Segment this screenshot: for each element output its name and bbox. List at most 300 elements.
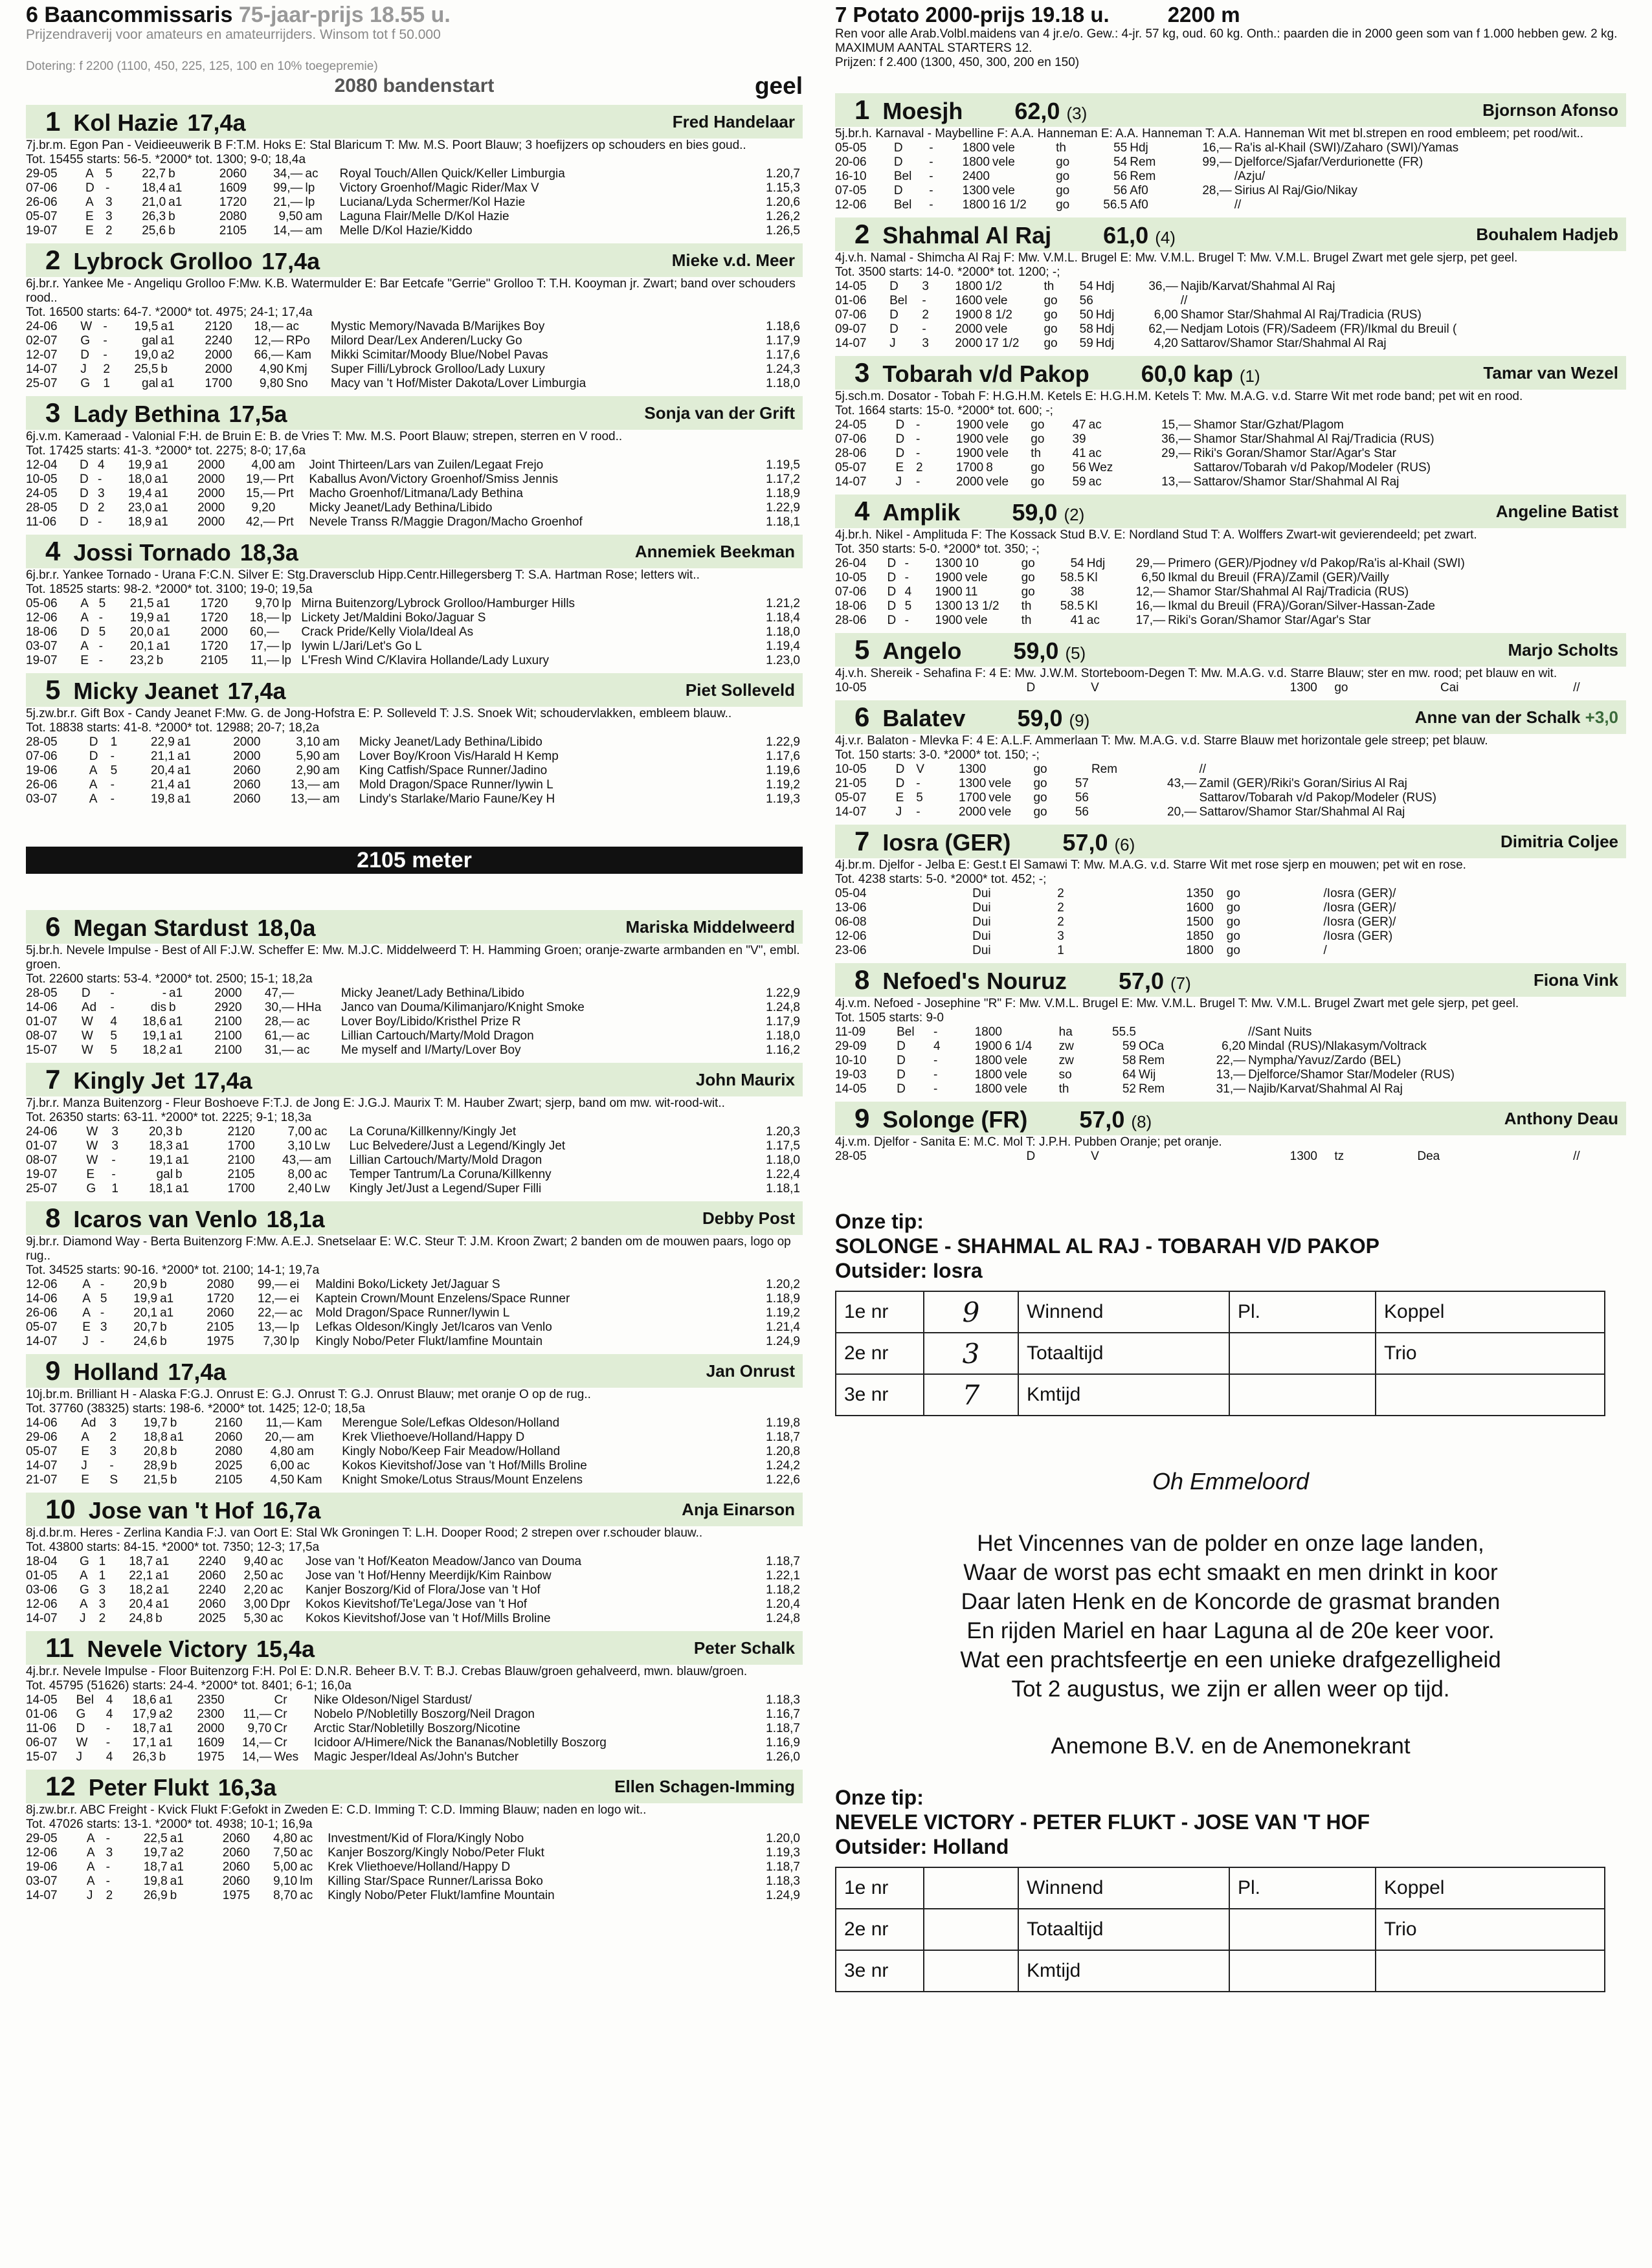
race-history-row [26,1736,803,1750]
race-history-cell: lp [289,1320,300,1334]
race-history-cell: vele [992,155,1015,169]
horse-record: 17,4a [168,1359,227,1385]
poem-line: Wat een prachtsfeertje en een unieke drafgezelligheid [960,1647,1501,1673]
race-history-cell: 55 [1113,141,1128,155]
race-history [26,1125,803,1196]
race-history-cell: 5 [916,791,923,805]
race-history-cell: Kingly Nobo/Peter Flukt/Iamfine Mountain [328,1889,555,1902]
horse-weight: 57,0 [1118,968,1165,994]
race-history-cell: 16-10 [835,170,867,183]
race-history-cell: 1.22,9 [766,501,800,515]
race-history-cell: 1 [1057,944,1064,957]
race-history-cell: 9,10 [273,1874,298,1888]
jockey-name: Mariska Middelweerd [625,917,795,937]
race-history-cell: S [109,1473,118,1487]
race-history-cell: 19,1 [142,1029,167,1043]
race-history-row [835,944,1626,958]
race-history-cell: /Iosra (GER)/ [1323,887,1396,900]
race-history-cell: 18,8 [143,1430,168,1444]
horse-totals: Tot. 18525 starts: 98-2. *2000* tot. 3100; 19-0; 19,5a [26,583,313,596]
race-history-cell: a1 [177,750,191,763]
race-history-row [26,458,803,472]
race-history-cell: Kingly Jet/Just a Legend/Super Filli [349,1182,542,1195]
horse-totals: Tot. 16500 starts: 64-7. *2000* tot. 4975; 24-1; 17,4a [26,306,313,319]
race-history-cell: 2,50 [243,1569,268,1583]
race-history-cell: a1 [161,320,175,333]
race-history-cell: 2000 [214,986,242,1000]
race-history-cell: go [1226,887,1240,900]
race7-conditions: Ren voor alle Arab.Volbl.maidens van 4 jr.e/o. Gew.: 4-jr. 57 kg, oud. 60 kg. Onth.: paarden die in 2000 geen som van f 1.000 hebben gew. 2 kg. MAXIMUM AANTAL STARTERS 12. [835,27,1618,55]
race-history-cell: 6,00 [1154,308,1178,322]
race-history-cell: G [79,1555,89,1568]
horse-record: 17,4a [262,248,320,274]
race-history-cell: 05-06 [26,597,58,610]
horse-number: 7 [45,1064,61,1095]
race-history-cell: b [159,1750,166,1764]
race-history-cell: - [933,1025,938,1039]
race-history-cell: 20,— [1167,805,1197,819]
race-history-cell: D [80,348,89,362]
race-history-cell: Cr [274,1693,287,1707]
race-history-cell: 59 [1072,475,1086,489]
race-history-row [26,792,803,806]
horse-entry [835,93,1626,212]
race-history [26,1693,803,1764]
race-history-cell [1313,915,1323,929]
horse-totals: Tot. 43800 starts: 84-15. *2000* tot. 7350; 12-3; 17,5a [26,1540,320,1554]
bet-place: 2e nr [836,1333,924,1374]
race-history-cell: 26-06 [26,1306,58,1320]
race-history-cell: Milord Dear/Lex Anderen/Lucky Go [330,334,522,348]
bet-row [836,1291,1605,1333]
race-history-cell: - [106,1736,111,1750]
race-history-cell: 13 1/2 [965,599,999,613]
race-history-cell: 2300 [197,1707,225,1721]
race-history-cell: V [1091,681,1099,695]
horse-record: 17,4a [227,678,286,704]
race-history-cell: - [916,418,921,432]
race-history-cell [992,170,1056,184]
race-history-cell: 20,1 [129,639,154,653]
race-history-cell: 56 [1075,791,1089,805]
race-history-cell: 3 [111,1125,118,1139]
race-history-cell: Jose van 't Hof/Henny Meerdijk/Kim Rainbow [306,1569,552,1583]
race-history-cell: W [80,320,93,333]
race-history-cell: D [895,777,905,790]
race-history-cell: 26-06 [26,195,58,209]
race-history-cell: 4,20 [1154,337,1178,350]
race-history-cell: Hdj [1095,322,1115,336]
tip-label: Onze tip: [835,1210,924,1233]
poem-signature: Anemone B.V. en de Anemonekrant [1051,1733,1411,1759]
horse-number: 6 [45,911,61,942]
race-history-cell: 17 1/2 [985,337,1020,350]
race-history-cell: D [893,141,903,155]
race-history-cell: 20,4 [150,764,175,777]
race-history-cell: 28,9 [143,1459,168,1473]
horse-name: Angelo [882,638,962,664]
race-history-cell: Mold Dragon/Space Runner/Iywin L [315,1306,510,1320]
race-history-cell: Kanjer Boszorg/Kid of Flora/Jose van 't Hof [306,1583,541,1597]
race-history-cell: a1 [170,1430,184,1444]
race-history-cell: 3 [106,195,113,209]
race-history-cell: J [82,1335,89,1348]
race-history-cell: 38 [1070,585,1084,599]
race-history-cell: A [82,1292,91,1306]
race-history-cell: a1 [155,1555,170,1568]
race-history-cell [1292,901,1302,915]
race-history-cell: Wes [274,1750,299,1764]
horse-totals: Tot. 18838 starts: 41-8. *2000* tot. 12988; 20-7; 18,2a [26,721,320,735]
horse-name: Jose van 't Hof [88,1497,254,1524]
horse-post: (6) [1114,835,1135,854]
jockey-name: Angeline Batist [1495,501,1618,521]
race-history-row [26,1001,803,1015]
race-history-cell: 1.18,6 [766,320,800,333]
race-history-cell: Macho Groenhof/Litmana/Lady Bethina [309,487,523,500]
race-history-cell: D [897,1040,906,1053]
race-history-cell: A [80,597,89,610]
race-history-cell: 1975 [206,1335,234,1348]
race-history-cell: 14,— [273,224,303,238]
race-history-cell: 6,20 [1222,1040,1246,1053]
race-history-cell: Rem [1138,1054,1165,1067]
horse-pedigree: 6j.br.r. Yankee Me - Angeliqu Grolloo F:Mw. K.B. Watermulder E: Bar Eetcafe "Gerrie" Grolloo T: T.H. Kooyman jr. Zwart; band over schouders rood.. [26,277,796,305]
race-history-cell: 2000 [205,362,232,376]
race-history-cell [1089,432,1137,447]
horse-header [26,535,803,568]
race-history-cell: 3,10 [296,735,320,749]
race-history-cell: 23,0 [128,501,152,515]
race-history-cell: 1.20,2 [766,1278,800,1291]
race-history-cell: Kingly Nobo/Keep Fair Meadow/Holland [342,1445,561,1458]
race-history-cell: 9,70 [255,597,280,610]
race-history-cell: Prt [278,487,294,500]
bet-form-race7 [835,1291,1605,1416]
race-history-cell [1559,1150,1573,1164]
race-history-cell: Riki's Goran/Shamor Star/Agar's Star [1193,447,1397,460]
race-history-row [835,184,1626,198]
race-history-cell: 8 [986,461,993,474]
jockey-name: Debby Post [702,1208,795,1228]
race-history-cell: 12-06 [26,1846,58,1860]
race-history-cell: b [160,1278,167,1291]
race-history-cell [1292,915,1302,929]
race-history-cell: 2,90 [296,764,320,777]
race-history-row [26,181,803,195]
race-history-cell: D [887,585,897,599]
race-history-row [26,472,803,487]
race-history-cell: Ra'is al-Khail (SWI)/Zaharo (SWI)/Yamas [1234,141,1459,155]
race-history-cell: 59 [1079,337,1093,350]
horse-number: 9 [854,1103,870,1133]
race-history-cell: 4 [904,585,912,599]
race-history-cell: 18,7 [129,1555,153,1568]
poem-line: Tot 2 augustus, we zijn er allen weer op tijd. [1011,1676,1450,1702]
race-history-cell: 28-05 [26,501,58,515]
race-history-cell: lp [305,195,315,209]
race-history-cell: 54 [1070,557,1084,570]
race-history-cell: Kaballus Avon/Victory Groenhof/Smiss Jennis [309,472,559,486]
race-history-cell: 15-07 [26,1043,58,1057]
race-history-cell: Wij [1138,1068,1156,1082]
race-history-cell: go [1021,585,1035,599]
race-history-cell: go [1056,155,1070,169]
race-history-cell: - [933,1082,938,1096]
race-history-cell: 2 [109,1430,117,1444]
race6-title [26,3,803,27]
race-history-cell: 1.26,2 [766,210,800,223]
race-history-cell: ac [300,1846,313,1860]
race-history-cell: Af0 [1130,184,1148,197]
race-history-cell: b [170,1473,177,1487]
race-history-cell: am [278,458,295,472]
race-history [26,986,803,1058]
race-history-row [835,155,1626,170]
race-history-cell: 56 [1075,805,1089,819]
race-history-cell: ac [300,1832,313,1845]
race-history-cell: 6 1/4 [1005,1040,1032,1053]
race-history-cell [1313,929,1323,944]
race-history-cell: Mystic Memory/Navada B/Marijkes Boy [330,320,545,333]
race-history-cell: 28,— [1202,184,1232,197]
race-history-cell: Dui [972,929,991,943]
race-history-cell: 9,40 [243,1555,268,1568]
race-history-cell: 11 [965,585,978,599]
race-history-cell: a1 [170,1832,184,1845]
race-history-cell: 2105 [200,654,229,667]
race-history-cell [1091,805,1143,819]
race-history-cell: Hdj [1130,141,1148,155]
race-history-cell: 2120 [227,1125,255,1139]
bet-place: 3e nr [836,1950,924,1992]
race-history-cell: 66,— [254,348,284,362]
race-history-cell: 99,— [273,181,303,195]
race-history-cell: 5 [110,764,118,777]
race-history-row [26,1015,803,1029]
horse-entry [26,535,803,668]
race6-horses-part1 [26,105,803,806]
race-history-cell: 2080 [215,1445,243,1458]
race-history-cell: 18,4 [142,181,166,195]
race-history-row [835,915,1626,929]
race-history-row [835,762,1626,777]
race-history-row [835,585,1626,599]
race-history-cell: so [1058,1068,1072,1082]
race-history-row [26,1335,803,1349]
race-history-cell: 58 [1122,1054,1136,1067]
race-history-cell: 05-04 [835,887,867,900]
race-history-cell: Micky Jeanet/Lady Bethina/Libido [359,735,542,749]
race-history-cell: Bel [889,294,908,307]
race-history-cell: 14-05 [835,1082,867,1096]
race-history-row [26,986,803,1001]
jockey-name: Bjornson Afonso [1482,100,1618,120]
race-history-cell: Cr [274,1707,287,1721]
race-history-cell: a1 [175,1182,190,1195]
race-history-cell: 1.18,4 [766,611,800,625]
horse-entry [835,1102,1626,1164]
horse-pedigree: 8j.d.br.m. Heres - Zerlina Kandia F:J. van Oort E: Stal Wk Groningen T: L.H. Dooper Rood; 2 strepen over r.schouder blauw.. [26,1526,703,1540]
race-history-cell: 1800 [962,198,990,212]
horse-post: (3) [1066,104,1088,123]
race-history-cell: Iywin L/Jari/Let's Go L [301,639,422,653]
race-history-cell: E [81,1473,89,1487]
race-history-cell: Kingly Nobo/Peter Flukt/Iamfine Mountain [315,1335,543,1348]
horse-record: 16,3a [218,1774,276,1801]
race-history-cell: 5 [100,1292,107,1306]
race-history-cell: 10-05 [26,472,58,486]
race-history-cell: Ad [81,1001,97,1014]
race-history-cell: vele [988,791,1012,805]
race-history-cell: 11-09 [835,1025,866,1039]
race-history-cell: Micky Jeanet/Lady Bethina/Libido [309,501,493,515]
race-history-cell: ac [296,1015,310,1028]
race-history-cell: 23,2 [129,654,154,667]
jockey-name: Marjo Scholts [1508,639,1618,660]
race-history-cell: Kam [285,348,311,362]
race-history-cell: ac [270,1555,284,1568]
race-history-cell: 16,— [1135,599,1166,613]
race-history-cell: 14-07 [835,475,867,489]
race-history-row [26,1029,803,1043]
race-history-cell: go [1056,198,1070,212]
race-history-row [835,614,1626,628]
race-history-cell: J [889,337,896,350]
race-history-cell: Icidoor A/Himere/Nick the Bananas/Nobletilly Boszorg [313,1736,607,1750]
race-history-cell: 29,— [1135,557,1166,570]
race-history-cell [1320,681,1334,695]
race-history-cell: 25-07 [26,1182,58,1195]
race-history-cell: Bel [893,198,912,212]
race-history-cell: V [916,762,924,776]
race-history-cell: b [160,1320,167,1334]
race-history-cell: // [1234,198,1242,212]
race-history-cell: 01-05 [26,1569,58,1583]
race-history-cell: Nike Oldeson/Nigel Stardust/ [313,1693,472,1707]
race-history-cell: D [81,986,91,1000]
race-history-row [835,1040,1626,1054]
horse-header [26,1063,803,1096]
race-history-cell: 3 [111,1139,118,1153]
race-history-row [26,1182,803,1196]
race-history-row [835,170,1626,184]
race-history-cell: Nobelo P/Nobletilly Boszorg/Neil Dragon [313,1707,535,1721]
bet-row [836,1909,1605,1950]
race-history-cell: /Iosra (GER) [1323,929,1393,943]
race-history-cell: A [86,1846,95,1860]
race-history-cell: 1900 [935,585,963,599]
horse-entry [835,356,1626,489]
race-history-cell: 29-09 [835,1040,867,1053]
race-history-row [835,461,1626,475]
race-history-cell: 18,7 [132,1722,157,1735]
race-history-cell: 14-07 [26,1335,58,1348]
race-history-cell: th [1058,1082,1069,1096]
race-history-cell [278,501,309,515]
race-history-cell: go [1033,762,1047,776]
race-history-cell: Krek Vliethoeve/Holland/Happy D [328,1860,511,1874]
race-history-cell: am [314,1153,331,1167]
horse-entry [26,910,803,1058]
race-history-cell: 4 [106,1750,113,1764]
race-history-cell: Mikki Scimitar/Moody Blue/Nobel Pavas [330,348,548,362]
race-history-row [26,1569,803,1583]
horse-entry [26,1493,803,1626]
race-history-cell: D [897,1054,906,1067]
race-history-cell: 1.19,3 [766,1846,800,1860]
horse-number: 2 [854,219,870,249]
race-history-cell: ac [1088,475,1102,489]
race-history-row [26,1860,803,1874]
race-history-cell: 3 [100,1320,107,1334]
race-history-cell: 2 [922,308,929,322]
race-history-cell: D [887,557,897,570]
race-history-cell: b [160,1335,167,1348]
race-history-row [835,791,1626,805]
race-history-cell: 24-06 [26,1125,58,1139]
race-history-cell: 2000 [197,458,225,472]
race-history-cell: Rem [1138,1082,1165,1096]
race-history-cell: 26,9 [143,1889,168,1902]
race-history-cell: 1975 [197,1750,225,1764]
race-history-cell: Super Filli/Lybrock Grolloo/Lady Luxury [330,362,545,376]
race-history-cell: A [89,792,98,806]
race-history-cell: a1 [169,1043,183,1057]
race-history-cell: b [170,1459,177,1473]
race-history-cell: 1.24,3 [766,362,800,376]
race-history-cell: 15,— [1161,418,1191,432]
race-history-cell: 29-06 [26,1430,58,1444]
race-history-cell: a1 [156,597,170,610]
race-history-cell: ac [314,1168,328,1181]
race-history-cell: Kanjer Boszorg/Kingly Nobo/Peter Flukt [328,1846,544,1860]
bet-extra: Pl. [1229,1291,1376,1333]
race-history-cell: 1.20,6 [766,195,800,209]
race-history-cell: 14-07 [26,362,58,376]
horse-post: (7) [1170,973,1191,993]
horse-header [26,105,803,139]
race-history-cell: 2105 [215,1473,243,1487]
race-history-cell: 2000 [955,337,983,350]
race-history-cell [1130,294,1181,308]
race-history-cell: vele [1005,1082,1027,1096]
race-history-cell: 1609 [197,1736,225,1750]
race-history-cell: 2025 [215,1459,243,1473]
race-history-cell: - [110,1001,115,1014]
race-history-cell: 21,— [273,195,303,209]
race-history-cell: tz [1334,1150,1345,1163]
race-history-cell: lm [300,1874,313,1888]
race-history-cell: V [1091,1150,1099,1163]
horse-totals: Tot. 1505 starts: 9-0 [835,1011,944,1025]
race-history-cell: Najib/Karvat/Shahmal Al Raj [1248,1082,1403,1096]
race-history-cell: 14,— [242,1736,272,1750]
race-history-cell: Djelforce/Sjafar/Verdurionette (FR) [1234,155,1423,169]
race-history-cell: - [100,1306,105,1320]
race-history-cell: J [76,1750,82,1764]
race-history-cell: Sirius Al Raj/Gio/Nikay [1234,184,1357,197]
race-history-cell: A [86,1860,95,1874]
horse-number: 3 [854,357,870,388]
race-history-cell: 28-05 [26,735,58,749]
race-history-cell: 14-06 [26,1001,58,1014]
bet-right [1376,1950,1605,1992]
horse-totals: Tot. 1664 starts: 15-0. *2000* tot. 600; -; [835,404,1053,417]
race-history-cell: 14-07 [835,337,867,350]
horse-totals: Tot. 150 starts: 3-0. *2000* tot. 150; -; [835,748,1040,762]
race-history-cell: vele [1005,1068,1027,1082]
